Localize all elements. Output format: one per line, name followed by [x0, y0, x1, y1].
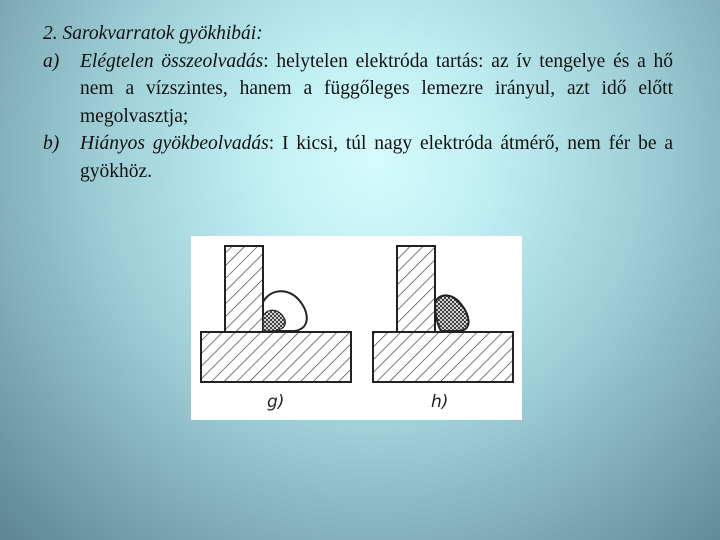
- horizontal-plate: [201, 332, 351, 382]
- item-text: : helytelen elektróda tartás: az ív tengelye és a hő nem a vízszintes, hanem a függőleges lemezre irányul, azt idő előtt megolvasztja;: [80, 50, 673, 127]
- item-marker: a): [43, 50, 60, 72]
- slide-text: [43, 20, 673, 185]
- label-h: h): [431, 392, 449, 412]
- diagram-h: [373, 246, 513, 382]
- diagram-g: [201, 246, 351, 382]
- horizontal-plate: [373, 332, 513, 382]
- vertical-plate: [225, 246, 263, 332]
- item-text: : I kicsi, túl nagy elektróda átmérő, nem fér be a gyökhöz.: [80, 133, 673, 182]
- weld-diagram-figure: [191, 236, 522, 420]
- item-marker: b): [43, 133, 60, 154]
- weld-bead: [435, 295, 469, 331]
- list-item-b: [43, 130, 673, 185]
- vertical-plate: [397, 246, 435, 332]
- item-term: Elégtelen összeolvadás: [80, 50, 264, 72]
- slide-heading: 2. Sarokvarratok gyökhibái:: [43, 23, 263, 44]
- list-item-a: [43, 48, 673, 131]
- label-g: g): [267, 392, 285, 412]
- weld-diagram: [191, 236, 522, 420]
- item-term: Hiányos gyökbeolvadás: [80, 133, 269, 154]
